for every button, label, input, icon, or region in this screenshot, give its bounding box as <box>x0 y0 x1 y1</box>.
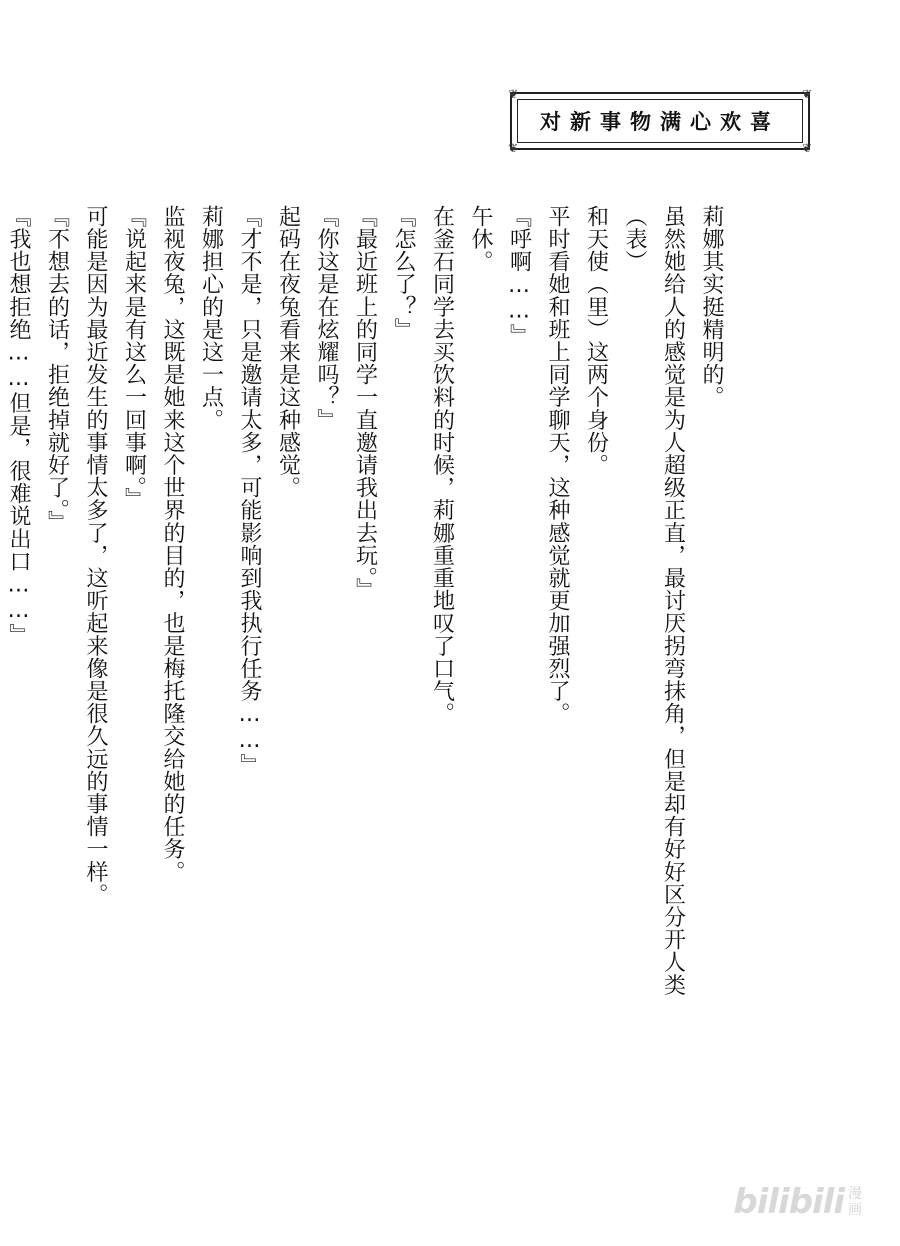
watermark <box>733 1182 862 1222</box>
chapter-title: 对新事物满心欢喜 <box>540 110 780 134</box>
paragraph: 午休。 <box>468 205 493 273</box>
paragraph: 『说起来是有这么一回事啊。』 <box>121 205 147 511</box>
paragraph: 莉娜担心的是这一点。 <box>198 205 224 431</box>
body-text <box>0 205 730 1005</box>
paragraph: 监视夜兔，这既是她来这个世界的目的，也是梅托隆交给她的任务。 <box>160 205 185 883</box>
ornament-icon: ❦ <box>508 141 519 155</box>
paragraph: 『最近班上的同学一直邀请我出去玩。』 <box>352 205 378 601</box>
paragraph: 莉娜其实挺精明的。 <box>699 205 724 409</box>
watermark-sub <box>848 1186 862 1218</box>
paragraph: 在釜石同学去买饮料的时候，莉娜重重地叹了口气。 <box>429 205 455 725</box>
paragraph: 虽然她给人的感觉是为人超级正直，最讨厌拐弯抹角，但是却有好好区分开人类（表） <box>622 205 686 996</box>
watermark-sub-bottom: 画 <box>848 1202 862 1218</box>
paragraph: 『才不是，只是邀请太多，可能影响到我执行任务……』 <box>237 205 262 776</box>
paragraph: 『你这是在炫耀吗？』 <box>314 205 339 431</box>
paragraph: 起码在夜兔看来是这种感觉。 <box>275 205 301 499</box>
paragraph: 『我也想拒绝……但是，很难说出口……』 <box>6 205 31 647</box>
ornament-icon: ❦ <box>508 87 519 101</box>
ornament-icon: ❦ <box>801 141 812 155</box>
paragraph: 平时看她和班上同学聊天，这种感觉就更加强烈了。 <box>545 205 570 725</box>
paragraph: 和天使（里）这两个身份。 <box>583 205 609 477</box>
paragraph: 『呼啊……』 <box>506 205 532 347</box>
ornament-icon: ❦ <box>801 87 812 101</box>
bilibili-logo: bilibili <box>733 1182 844 1222</box>
paragraph: 『不想去的话，拒绝掉就好了。』 <box>44 205 70 533</box>
paragraph: 『怎么了？』 <box>391 205 416 341</box>
chapter-title-box <box>508 87 812 155</box>
paragraph: 可能是因为最近发生的事情太多了，这听起来像是很久远的事情一样。 <box>83 205 108 906</box>
watermark-sub-top: 漫 <box>848 1186 862 1202</box>
